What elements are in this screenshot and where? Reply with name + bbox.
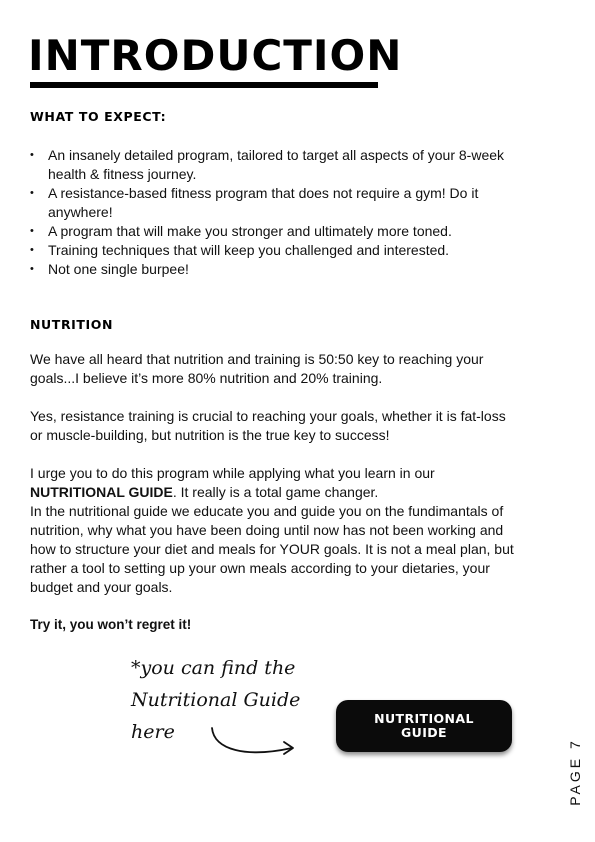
paragraph-text: I urge you to do this program while applying what you learn in our (30, 465, 435, 481)
list-item-text: Not one single burpee! (48, 261, 189, 277)
what-to-expect-heading: WHAT TO EXPECT: (30, 109, 167, 124)
nutritional-guide-emphasis: NUTRITIONAL GUIDE (30, 484, 173, 500)
list-item (30, 241, 530, 260)
list-item (30, 222, 530, 241)
nutrition-paragraph-2: Yes, resistance training is crucial to reaching your goals, whether it is fat-loss or muscle-building, but nutrition is the true key to success! (30, 408, 506, 443)
nutrition-heading: NUTRITION (30, 317, 114, 332)
nutritional-guide-button[interactable] (336, 700, 512, 752)
curved-arrow-icon (206, 724, 300, 760)
bullet-icon: • (30, 187, 34, 199)
bullet-icon: • (30, 225, 34, 237)
list-item-text: A resistance-based fitness program that does not require a gym! Do it anywhere! (48, 185, 479, 220)
list-item-text: A program that will make you stronger and ultimately more toned. (48, 223, 452, 239)
list-item (30, 260, 530, 279)
title-underline (30, 82, 378, 88)
page-number: PAGE 7 (567, 738, 583, 806)
expectations-list (30, 146, 530, 279)
list-item (30, 146, 530, 184)
nutrition-paragraph-3 (30, 464, 520, 597)
bullet-icon: • (30, 263, 34, 275)
paragraph-text: In the nutritional guide we educate you and guide you on the fundimantals of nutrition, why what you have been doing until now has not been working and how to structure your diet and meals for YOUR goals. It is not a meal plan, but rather a tool to setting up your own meals according to your dietaries, your budget and your goals. (30, 503, 514, 595)
note-line: Nutritional Guide (131, 689, 301, 711)
bullet-icon: • (30, 244, 34, 256)
bullet-icon: • (30, 149, 34, 161)
note-line: here (131, 721, 175, 743)
paragraph-text: . It really is a total game changer. (172, 484, 379, 500)
nutrition-paragraph-1: We have all heard that nutrition and training is 50:50 key to reaching your goals...I believe it’s more 80% nutrition and 20% training. (30, 351, 484, 386)
nutritional-guide-button-label: NUTRITIONAL GUIDE (374, 711, 474, 740)
list-item (30, 184, 530, 222)
try-it-callout: Try it, you won’t regret it! (30, 617, 192, 632)
list-item-text: An insanely detailed program, tailored to target all aspects of your 8-week health & fitness journey. (48, 147, 505, 182)
list-item-text: Training techniques that will keep you challenged and interested. (48, 242, 450, 258)
page-title: INTRODUCTION (28, 31, 403, 80)
note-line: *you can find the (131, 657, 296, 679)
